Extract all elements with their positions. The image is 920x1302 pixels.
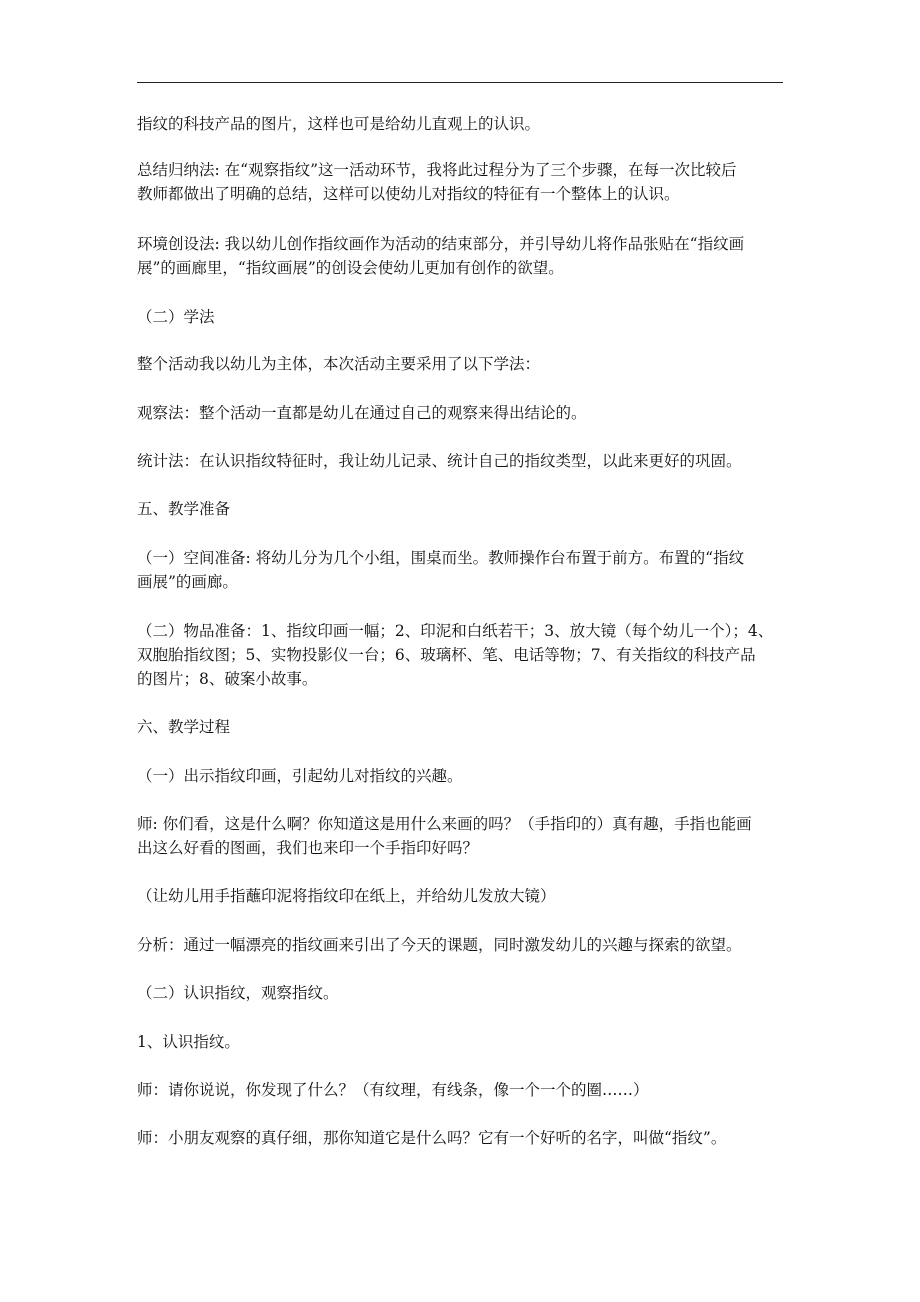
text-line: 双胞胎指纹图；5、实物投影仪一台；6、玻璃杯、笔、电话等物；7、有关指纹的科技产品: [137, 646, 756, 664]
text-line: （二）物品准备：1、指纹印画一幅；2、印泥和白纸若干；3、放大镜（每个幼儿一个）；4、: [137, 622, 774, 640]
text-line: 出这么好看的图画，我们也来印一个手指印好吗？: [137, 839, 479, 857]
text-line: 总结归纳法: 在“观察指纹”这一活动环节，我将此过程分为了三个步骤，在每一次比较后: [137, 161, 737, 179]
text-line: 统计法：在认识指纹特征时，我让幼儿记录、统计自己的指纹类型，以此来更好的巩固。: [137, 452, 742, 470]
text-line: 的图片；8、破案小故事。: [137, 670, 318, 688]
text-line: （一）出示指纹印画，引起幼儿对指纹的兴趣。: [137, 767, 463, 785]
text-line: 师：请你说说，你发现了什么？（有纹理，有线条，像一个一个的圈……）: [137, 1081, 649, 1099]
text-line: 分析：通过一幅漂亮的指纹画来引出了今天的课题，同时激发幼儿的兴趣与探索的欲望。: [137, 936, 742, 954]
text-line: （一）空间准备: 将幼儿分为几个小组，围桌而坐。教师操作台布置于前方。布置的“指纹: [137, 549, 745, 567]
text-line: 展”的画廊里，“指纹画展”的创设会使幼儿更加有创作的欲望。: [137, 259, 564, 277]
text-line: （让幼儿用手指蘸印泥将指纹印在纸上，并给幼儿发放大镜）: [137, 887, 556, 905]
section-heading: （二）学法: [137, 308, 215, 326]
text-line: 观察法：整个活动一直都是幼儿在通过自己的观察来得出结论的。: [137, 404, 587, 422]
text-line: 1、认识指纹。: [137, 1033, 240, 1051]
text-line: 教师都做出了明确的总结，这样可以使幼儿对指纹的特征有一个整体上的认识。: [137, 185, 680, 203]
text-line: 画展”的画廊。: [137, 573, 238, 591]
section-heading: 五、教学准备: [137, 500, 231, 518]
header-rule: [137, 82, 783, 83]
text-line: （二）认识指纹，观察指纹。: [137, 984, 339, 1002]
text-line: 指纹的科技产品的图片，这样也可是给幼儿直观上的认识。: [137, 115, 541, 133]
section-heading: 六、教学过程: [137, 718, 231, 736]
text-line: 师: 你们看，这是什么啊？你知道这是用什么来画的吗？（手指印的）真有趣，手指也能画: [137, 815, 752, 833]
text-line: 师：小朋友观察的真仔细，那你知道它是什么吗？它有一个好听的名字，叫做“指纹”。: [137, 1129, 727, 1147]
text-line: 环境创设法: 我以幼儿创作指纹画作为活动的结束部分，并引导幼儿将作品张贴在“指纹画: [137, 235, 745, 253]
text-line: 整个活动我以幼儿为主体，本次活动主要采用了以下学法：: [137, 355, 541, 373]
